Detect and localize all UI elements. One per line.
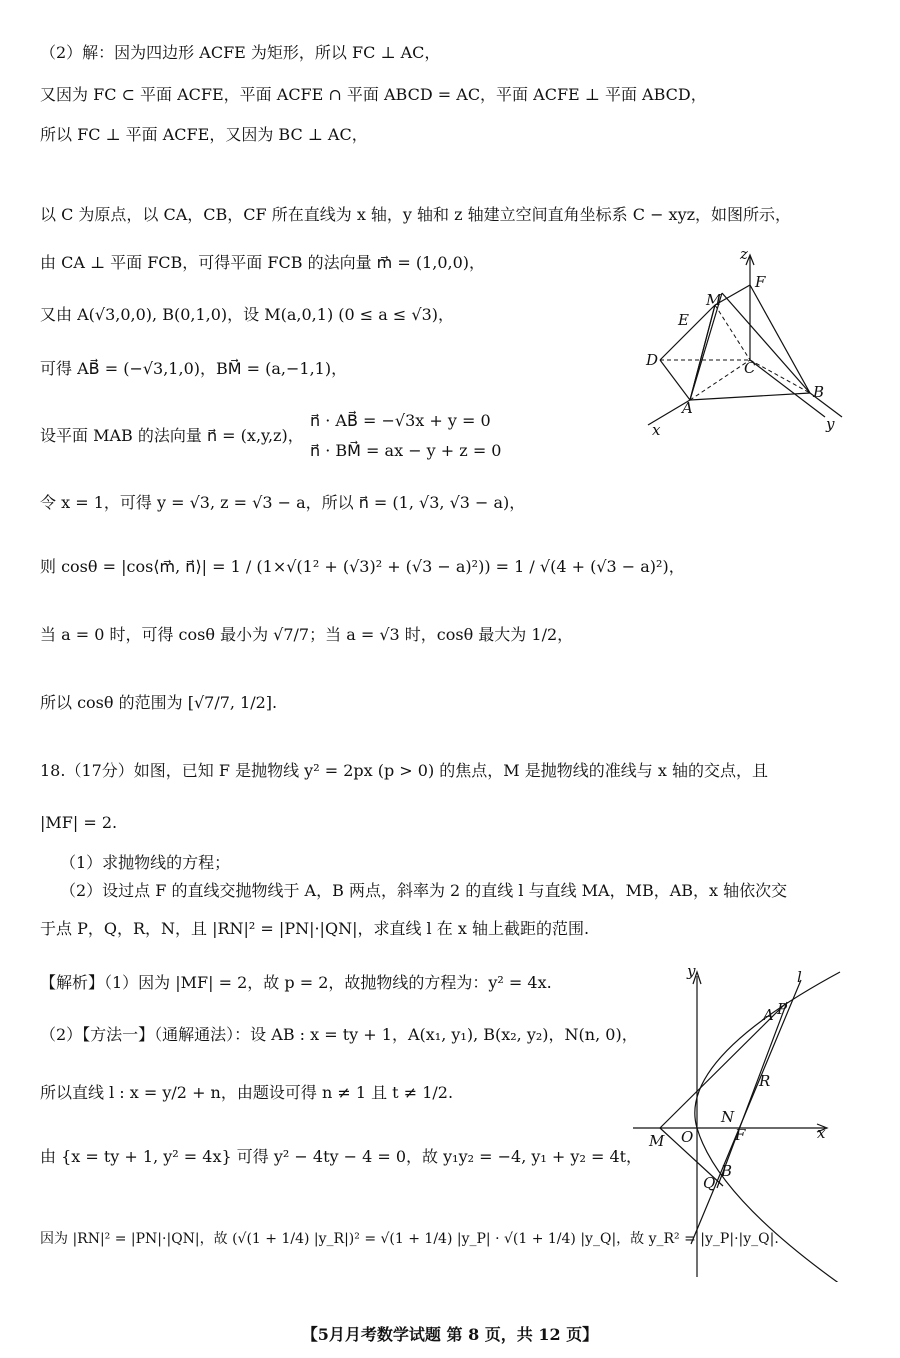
fig2-label-A: A <box>763 1006 774 1024</box>
problem-statement: 18.（17分）如图，已知 F 是抛物线 y² = 2px (p > 0) 的焦点，M 是抛物线的准线与 x 轴的交点，且 <box>40 761 768 780</box>
fig2-label-Q: Q <box>703 1174 716 1192</box>
fig2-label-y: y <box>687 962 696 980</box>
solution-line: 因为 |RN|² = |PN|·|QN|，故 (√(1 + 1/4) |y_R|)² = √(1 + 1/4) |y_P| · √(1 + 1/4) |y_Q|，故 y_R² = |y_P|·|y_Q|. <box>40 1231 779 1247</box>
equation-system-line: n⃗ · AB⃗ = −√3x + y = 0 <box>310 411 491 430</box>
text-line: 所以 FC ⊥ 平面 ACFE，又因为 BC ⊥ AC， <box>40 125 368 144</box>
fig1-label-z: z <box>740 245 748 263</box>
fig1-label-B: B <box>813 383 825 401</box>
fig2-label-F: F <box>735 1126 746 1144</box>
fig1-label-A: A <box>682 399 693 417</box>
fig2-label-x: x <box>817 1124 826 1142</box>
solution-line: 由 {x = ty + 1, y² = 4x} 可得 y² − 4ty − 4 = 0，故 y₁y₂ = −4, y₁ + y₂ = 4t， <box>40 1147 643 1166</box>
solution-line: 【解析】（1）因为 |MF| = 2，故 p = 2，故抛物线的方程为：y² = 4x. <box>40 973 552 992</box>
text-line: 设平面 MAB 的法向量 n⃗ = (x,y,z)， <box>40 426 304 445</box>
fig1-label-F: F <box>755 273 766 291</box>
sub-question: 于点 P，Q，R，N，且 |RN|² = |PN|·|QN|，求直线 l 在 x 轴上截距的范围. <box>40 919 590 938</box>
text-line: 令 x = 1，可得 y = √3, z = √3 − a，所以 n⃗ = (1, √3, √3 − a)， <box>40 493 526 512</box>
figure-3d-coordinate <box>630 245 870 445</box>
page-footer: 【5月月考数学试题 第 8 页，共 12 页】 <box>301 1325 599 1344</box>
text-line: 又由 A(√3,0,0), B(0,1,0)，设 M(a,0,1) (0 ≤ a ≤ √3)， <box>40 305 455 324</box>
fig2-label-M: M <box>649 1132 665 1150</box>
text-line: 以 C 为原点，以 CA，CB，CF 所在直线为 x 轴，y 轴和 z 轴建立空间直角坐标系 C − xyz，如图所示， <box>40 205 792 224</box>
fig2-label-P: P <box>777 1000 788 1018</box>
fig1-label-y: y <box>826 415 835 433</box>
fig1-label-E: E <box>678 311 689 329</box>
text-line: （2）解：因为四边形 ACFE 为矩形，所以 FC ⊥ AC， <box>40 43 441 62</box>
solution-line: （2）【方法一】（通解通法）：设 AB : x = ty + 1，A(x₁, y₁), B(x₂, y₂)，N(n, 0)， <box>40 1025 638 1044</box>
fig2-label-R: R <box>759 1072 771 1090</box>
text-line: 所以 cosθ 的范围为 [√7/7, 1/2]. <box>40 693 278 712</box>
fig2-label-l: l <box>797 968 802 986</box>
fig1-label-x: x <box>652 421 661 439</box>
sub-question: （1）求抛物线的方程； <box>60 853 231 872</box>
fig1-label-C: C <box>744 359 756 377</box>
equation-system-line: n⃗ · BM⃗ = ax − y + z = 0 <box>310 441 502 460</box>
solution-line: 所以直线 l : x = y/2 + n，由题设可得 n ≠ 1 且 t ≠ 1/2. <box>40 1083 454 1102</box>
text-line: 当 a = 0 时，可得 cosθ 最小为 √7/7；当 a = √3 时，cosθ 最大为 1/2， <box>40 625 574 644</box>
text-line: 可得 AB⃗ = (−√3,1,0)，BM⃗ = (a,−1,1)， <box>40 359 348 378</box>
fig1-label-D: D <box>646 351 659 369</box>
figure-parabola <box>625 962 845 1282</box>
sub-question: （2）设过点 F 的直线交抛物线于 A，B 两点，斜率为 2 的直线 l 与直线 MA，MB，AB，x 轴依次交 <box>60 881 788 900</box>
fig1-label-M: M <box>706 291 722 309</box>
fig2-label-B: B <box>721 1162 733 1180</box>
text-line: 由 CA ⊥ 平面 FCB，可得平面 FCB 的法向量 m⃗ = (1,0,0)， <box>40 253 486 272</box>
fig2-label-O: O <box>681 1128 694 1146</box>
text-line: 又因为 FC ⊂ 平面 ACFE，平面 ACFE ∩ 平面 ABCD = AC，平面 ACFE ⊥ 平面 ABCD， <box>40 85 707 104</box>
fig2-label-N: N <box>721 1108 735 1126</box>
problem-statement: |MF| = 2. <box>40 813 118 832</box>
text-line: 则 cosθ = |cos⟨m⃗, n⃗⟩| = 1 / (1×√(1² + (√3)² + (√3 − a)²)) = 1 / √(4 + (√3 − a)²)， <box>40 557 685 576</box>
